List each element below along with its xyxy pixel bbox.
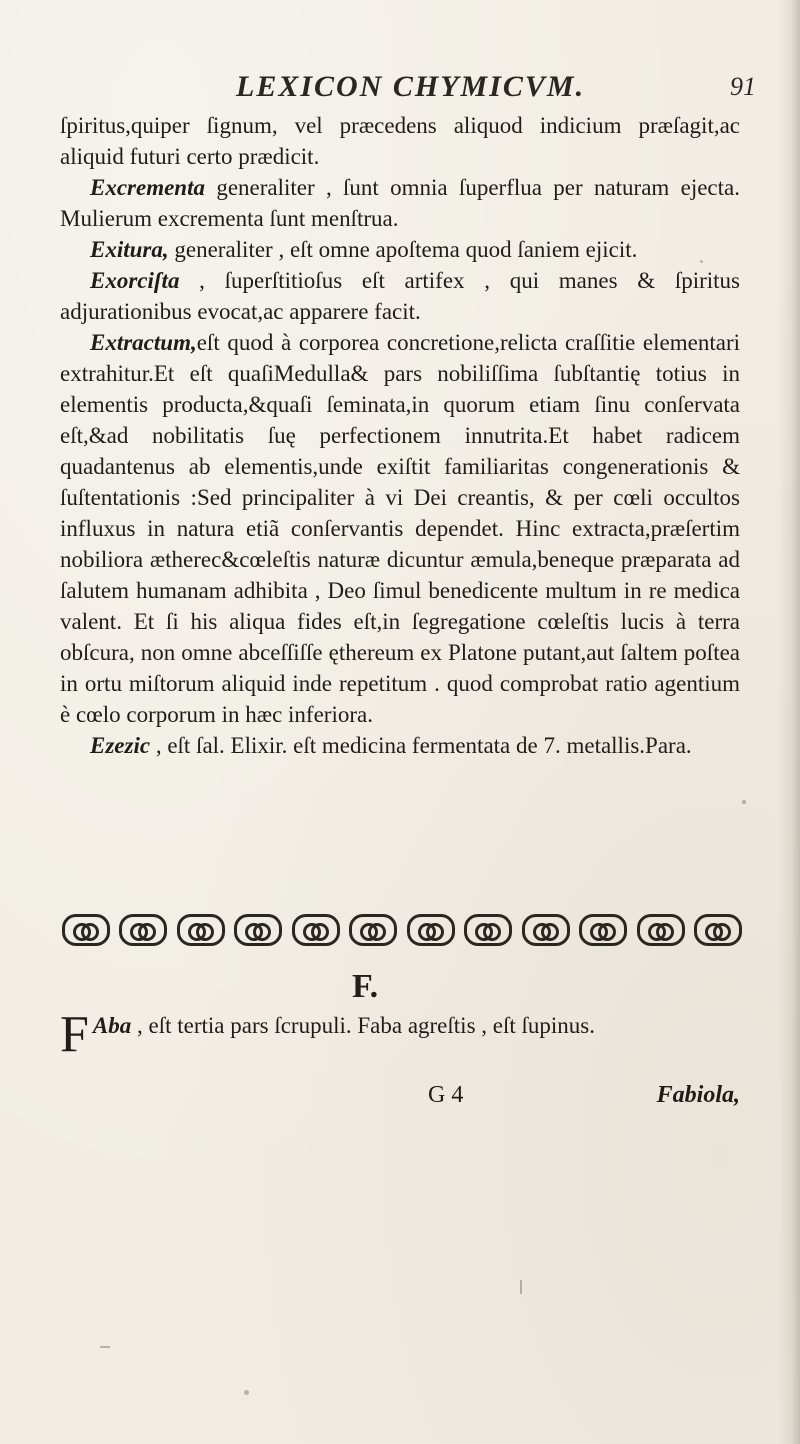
- entry-faba: [60, 1006, 740, 1063]
- paper-speck: [742, 800, 746, 804]
- entry-text: eſt quod à corporea concretione,relicta craſſitie elementari extrahitur.Et eſt quaſiMedulla& pars nobiliſſima ſubſtantię totius in elementis producta,&quaſi ſeminata,in quorum etiam ſinu conſervata eſt,&ad nobilitatis ſuę perfectionem innutrita.Et habet radicem quadantenus ab elementis,unde exiſtit familiaritas congenerationis & ſuſtentationis :Sed principaliter à vi Dei creantis, & per cœli occultos influxus in natura etiã conſervantis dependet. Hinc extracta,præſertim nobiliora ætherec&cœleſtis naturæ dicuntur æmula,beneque præparata ad ſalutem humanam adhibita , Deo ſimul benedicente multum in re medica valent. Et ſi his aliqua fides eſt,in ſegregatione cœleſtis lucis à terra obſcura, non omne abceſſiſſe ęthereum ex Platone putant,aut ſaltem poſtea in ortu miſtorum aliquid inde repetitum . quod comprobat ratio agentium è cœlo corporum in hæc inferiora.: [60, 330, 740, 727]
- entry-exitura: [60, 234, 740, 265]
- signature-mark: G 4: [428, 1082, 464, 1108]
- entry-term: Aba: [92, 1013, 132, 1038]
- running-head: [236, 70, 756, 110]
- entry-term: Excrementa: [90, 175, 205, 200]
- entry-term: Extractum,: [90, 330, 197, 355]
- ornament-icon: [579, 914, 627, 946]
- ornament-icon: [522, 914, 570, 946]
- ornament-icon: [292, 914, 340, 946]
- page-number: 91: [730, 72, 756, 101]
- paper-speck: [244, 1390, 249, 1395]
- entry-text: , eſt ſal. Elixir. eſt medicina fermentata de 7. metallis.Para.: [150, 733, 692, 758]
- entry-term: Ezezic: [90, 733, 151, 758]
- footer-line: [60, 1082, 740, 1114]
- entry-text: , ſuperſtitioſus eſt artifex , qui manes & ſpiritus adjurationibus evocat,ac apparere facit.: [60, 268, 740, 324]
- entry-extractum: [60, 327, 740, 730]
- entry-excrementa: [60, 172, 740, 234]
- drop-cap: F: [60, 1006, 89, 1063]
- ornament-icon: [62, 914, 110, 946]
- paper-speck: [100, 1346, 110, 1348]
- entry-ezezic: [60, 730, 740, 761]
- ornament-icon: [119, 914, 167, 946]
- paper-speck: [700, 260, 703, 263]
- ornament-icon: [349, 914, 397, 946]
- paper-speck: [520, 1280, 522, 1294]
- main-text-block: [60, 110, 740, 761]
- ornament-icon: [637, 914, 685, 946]
- section-heading: F.: [352, 968, 379, 1005]
- running-head-title: LEXICON CHYMICVM.: [236, 70, 586, 103]
- ornament-icon: [177, 914, 225, 946]
- entry-term: Exorciſta: [90, 268, 180, 293]
- entry-text: generaliter , ſunt omnia ſuperflua per naturam ejecta. Mulierum excrementa ſunt menſtrua.: [60, 175, 740, 231]
- entry-text: generaliter , eſt omne apoſtema quod ſaniem ejicit.: [168, 237, 638, 262]
- page-gutter-shadow: [778, 0, 800, 1444]
- ornament-icon: [407, 914, 455, 946]
- ornament-icon: [694, 914, 742, 946]
- entry-term: Exitura,: [90, 237, 169, 262]
- ornament-icon: [464, 914, 512, 946]
- ornamental-divider: [62, 914, 742, 952]
- entry-text: , eſt tertia pars ſcrupuli. Faba agreſtis , eſt ſupinus.: [131, 1013, 595, 1038]
- catchword: Fabiola,: [656, 1082, 740, 1108]
- paragraph-continuation: [60, 110, 740, 172]
- paragraph-text: ſpiritus,quiper ſignum, vel præcedens aliquod indicium præſagit,ac aliquid futuri certo prædicit.: [60, 113, 740, 169]
- entry-exorcista: [60, 265, 740, 327]
- ornament-icon: [234, 914, 282, 946]
